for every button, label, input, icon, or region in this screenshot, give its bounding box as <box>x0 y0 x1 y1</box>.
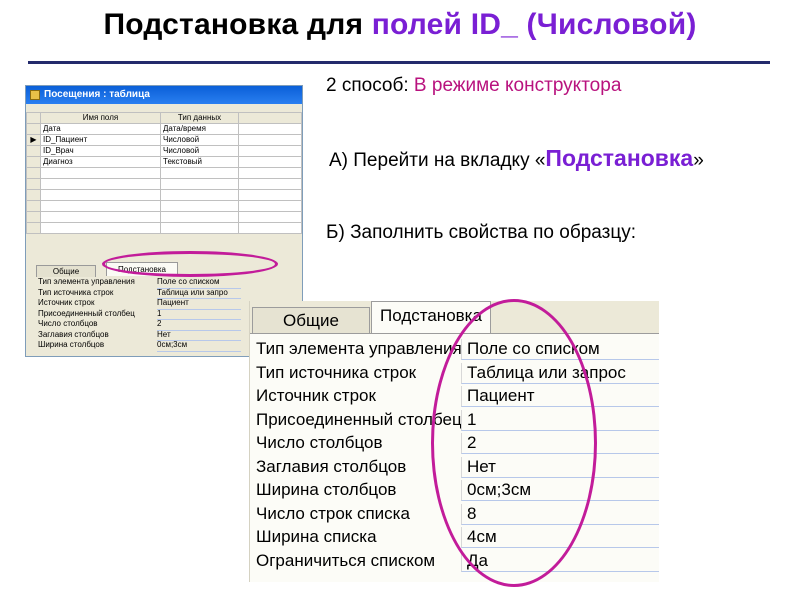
row-selector[interactable] <box>27 223 41 234</box>
description-cell[interactable] <box>239 157 302 168</box>
row-selector[interactable] <box>27 179 41 190</box>
field-name-cell[interactable] <box>41 223 161 234</box>
step-b: Б) Заполнить свойства по образцу: <box>326 222 636 243</box>
description-cell[interactable] <box>239 201 302 212</box>
property-row[interactable] <box>36 309 241 320</box>
field-name-cell[interactable] <box>41 168 161 179</box>
step-a-tab-name: Подстановка <box>545 145 694 171</box>
row-selector[interactable] <box>27 124 41 135</box>
property-value[interactable]: Поле со списком <box>157 277 241 289</box>
property-value[interactable]: 2 <box>157 319 241 331</box>
column-header-description[interactable] <box>239 113 302 124</box>
property-value[interactable]: 0см;3см <box>461 480 659 501</box>
property-label: Ограничиться списком <box>256 550 436 570</box>
window-titlebar[interactable] <box>26 86 302 104</box>
method-mode: В режиме конструктора <box>413 75 622 96</box>
property-row[interactable] <box>36 340 241 351</box>
window-title: Посещения : таблица <box>44 89 150 100</box>
property-label: Ширина списка <box>256 527 377 546</box>
table-row[interactable] <box>27 157 302 168</box>
property-label: Ширина столбцов <box>38 340 105 349</box>
property-value[interactable]: Нет <box>461 457 659 478</box>
property-label: Заглавия столбцов <box>38 329 109 339</box>
table-row[interactable] <box>27 212 302 223</box>
field-name-cell[interactable] <box>41 190 161 201</box>
field-name-cell[interactable] <box>41 212 161 223</box>
property-label: Источник строк <box>256 386 376 405</box>
property-row[interactable] <box>36 319 241 330</box>
property-label: Присоединенный столбец <box>38 308 135 318</box>
description-cell[interactable] <box>239 124 302 135</box>
tab-general[interactable]: Общие <box>36 265 96 277</box>
data-type-cell[interactable]: Дата/время <box>161 124 239 135</box>
description-cell[interactable] <box>239 190 302 201</box>
table-row[interactable] <box>27 168 302 179</box>
property-label: Присоединенный столбец <box>256 409 462 429</box>
table-row[interactable] <box>27 223 302 234</box>
data-type-cell[interactable] <box>161 190 239 201</box>
description-cell[interactable] <box>239 179 302 190</box>
property-value[interactable]: Да <box>461 551 659 572</box>
property-label: Число столбцов <box>38 319 98 328</box>
table-row[interactable] <box>27 179 302 190</box>
title-divider <box>28 61 770 64</box>
property-row[interactable] <box>256 549 659 573</box>
property-values-highlight-ellipse <box>431 299 597 587</box>
step-a-suffix: » <box>693 150 704 171</box>
property-value[interactable]: Пациент <box>461 386 659 407</box>
description-cell[interactable] <box>239 212 302 223</box>
title-prefix: Подстановка для <box>103 8 372 41</box>
column-header-field-name[interactable]: Имя поля <box>41 113 161 124</box>
description-cell[interactable] <box>239 146 302 157</box>
method-caption <box>326 75 621 97</box>
field-name-cell[interactable] <box>41 201 161 212</box>
lookup-properties <box>36 277 241 351</box>
description-cell[interactable] <box>239 168 302 179</box>
data-type-cell[interactable] <box>161 212 239 223</box>
data-type-cell[interactable] <box>161 179 239 190</box>
property-row[interactable] <box>36 330 241 341</box>
data-type-cell[interactable] <box>161 201 239 212</box>
property-tabs-large <box>250 301 659 333</box>
property-value[interactable]: Поле со списком <box>461 339 659 360</box>
property-value[interactable]: 1 <box>157 309 241 321</box>
description-cell[interactable] <box>239 135 302 146</box>
property-row[interactable] <box>36 277 241 288</box>
property-value[interactable]: 2 <box>461 433 659 454</box>
property-value[interactable]: Нет <box>157 330 241 342</box>
property-value[interactable]: Таблица или запро <box>157 288 241 300</box>
table-row[interactable] <box>27 135 302 146</box>
property-value[interactable]: 0см;3см <box>157 340 241 352</box>
column-header-data-type[interactable]: Тип данных <box>161 113 239 124</box>
row-selector[interactable] <box>27 212 41 223</box>
description-cell[interactable] <box>239 223 302 234</box>
tab-lookup[interactable]: Подстановка <box>371 301 491 334</box>
data-type-cell[interactable] <box>161 168 239 179</box>
method-label: 2 способ: <box>326 75 414 96</box>
lookup-tab-highlight-ellipse <box>102 251 278 277</box>
property-value[interactable]: Таблица или запрос <box>461 363 659 384</box>
field-name-cell[interactable]: Диагноз <box>41 157 161 168</box>
row-selector-current[interactable]: ▶ <box>27 135 41 146</box>
step-a <box>329 145 704 172</box>
property-value[interactable]: 1 <box>461 410 659 431</box>
property-label: Число столбцов <box>256 433 383 452</box>
property-row[interactable] <box>36 298 241 309</box>
title-highlight: полей ID_ (Числовой) <box>371 8 697 41</box>
property-label: Источник строк <box>38 298 95 307</box>
tab-lookup[interactable]: Подстановка <box>106 262 178 276</box>
property-label: Тип элемента управления <box>256 339 462 358</box>
table-row[interactable] <box>27 190 302 201</box>
data-type-cell[interactable] <box>161 223 239 234</box>
slide-title <box>0 8 800 42</box>
field-grid <box>26 112 302 234</box>
property-value[interactable]: 8 <box>461 504 659 525</box>
step-a-prefix: А) Перейти на вкладку « <box>329 150 546 171</box>
data-type-cell[interactable]: Числовой <box>161 135 239 146</box>
data-type-cell[interactable]: Числовой <box>161 146 239 157</box>
field-name-cell[interactable] <box>41 179 161 190</box>
property-label: Ширина столбцов <box>256 480 397 499</box>
field-name-cell[interactable]: ID_Пациент <box>41 135 161 146</box>
property-row[interactable] <box>36 288 241 299</box>
row-selector[interactable] <box>27 190 41 201</box>
grid-corner <box>27 113 41 124</box>
row-selector[interactable] <box>27 157 41 168</box>
table-row[interactable] <box>27 201 302 212</box>
property-label: Заглавия столбцов <box>256 456 407 476</box>
row-selector[interactable] <box>27 168 41 179</box>
row-selector[interactable] <box>27 146 41 157</box>
table-row[interactable] <box>27 124 302 135</box>
property-value[interactable]: Пациент <box>157 298 241 310</box>
table-icon <box>30 90 40 100</box>
field-name-cell[interactable]: Дата <box>41 124 161 135</box>
field-name-cell[interactable]: ID_Врач <box>41 146 161 157</box>
table-row[interactable] <box>27 146 302 157</box>
row-selector[interactable] <box>27 201 41 212</box>
property-value[interactable]: 4см <box>461 527 659 548</box>
property-label: Тип источника строк <box>38 287 114 297</box>
data-type-cell[interactable]: Текстовый <box>161 157 239 168</box>
tab-general[interactable]: Общие <box>252 307 370 334</box>
property-label: Число строк списка <box>256 503 410 523</box>
property-label: Тип источника строк <box>256 362 417 382</box>
property-label: Тип элемента управления <box>38 277 135 286</box>
